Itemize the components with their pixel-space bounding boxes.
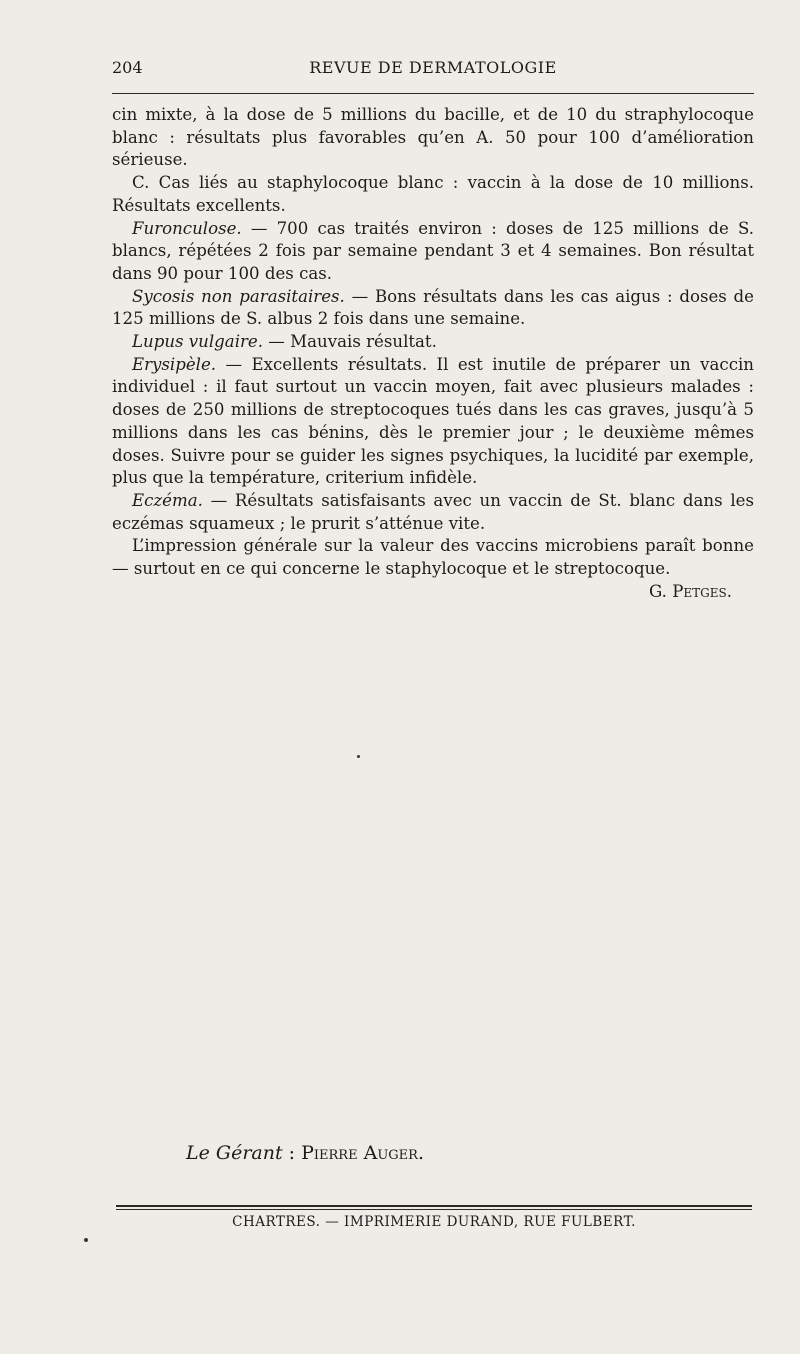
signature-initial: G. <box>648 581 667 601</box>
text-erysipele: — Excellents résultats. Il est inutile de préparer un vaccin individuel : il faut surtout un vaccin moyen, fait avec plusieurs malades : doses de 250 millions de streptocoques tués dans les cas graves, jusqu’à 5 millions dans les cas bénins, dès le premier jour ; le deuxième mêmes doses. Suivre pour se guider les signes psychiques, la lucidité par exemple, plus que la température, criterium infidèle. <box>112 354 754 488</box>
page-number: 204 <box>112 58 143 77</box>
paragraph-staphylococcus-cases: C. Cas liés au staphylocoque blanc : vaccin à la dose de 10 millions. Résultats excellents. <box>112 173 754 215</box>
footer-rule-thick <box>116 1205 752 1207</box>
author-signature <box>112 581 754 604</box>
gerant-label: Le Gérant <box>186 1142 283 1164</box>
ink-speck <box>357 755 360 758</box>
term-lupus: Lupus vulgaire. <box>132 332 264 352</box>
page-header <box>112 58 754 80</box>
paragraph-furonculose <box>112 218 754 286</box>
footer-rule-thin <box>116 1209 752 1210</box>
gerant-line <box>186 1142 424 1164</box>
paragraph-sycosis <box>112 286 754 331</box>
gerant-separator: : <box>282 1142 302 1164</box>
text-eczema: — Résultats satisfaisants avec un vaccin de St. blanc dans les eczémas squameux ; le prurit s’atténue vite. <box>112 490 754 533</box>
paragraph-erysipele <box>112 354 754 490</box>
paragraph-eczema <box>112 490 754 535</box>
gerant-name: Pierre Auger. <box>301 1142 424 1164</box>
paragraph-conclusion: L’impression générale sur la valeur des vaccins microbiens paraît bonne — surtout en ce qui concerne le staphylocoque et le streptocoque. <box>112 536 754 579</box>
term-sycosis: Sycosis non parasitaires. <box>132 286 345 306</box>
running-title: REVUE DE DERMATOLOGIE <box>309 58 557 77</box>
term-furonculose: Furonculose. <box>132 218 242 238</box>
article-body <box>112 104 754 603</box>
paragraph-lupus <box>112 331 754 354</box>
text-furonculose: — 700 cas traités environ : doses de 125 millions de S. blancs, répétées 2 fois par semaine pendant 3 et 4 semaines. Bon résultat dans 90 pour 100 des cas. <box>112 218 754 283</box>
header-rule <box>112 93 754 94</box>
signature-name: Petges. <box>672 581 732 601</box>
term-eczema: Eczéma. <box>132 490 203 510</box>
ink-speck <box>84 1238 88 1242</box>
text-lupus: — Mauvais résultat. <box>263 332 437 352</box>
paragraph-mixed-vaccine: cin mixte, à la dose de 5 millions du bacille, et de 10 du straphylocoque blanc : résultats plus favorables qu’en A. 50 pour 100 d’amélioration sérieuse. <box>112 105 754 170</box>
printer-imprint: CHARTRES. — IMPRIMERIE DURAND, RUE FULBERT. <box>232 1214 636 1230</box>
text-sycosis: — Bons résultats dans les cas aigus : doses de 125 millions de S. albus 2 fois dans une semaine. <box>112 286 754 329</box>
term-erysipele: Erysipèle. <box>132 354 217 374</box>
